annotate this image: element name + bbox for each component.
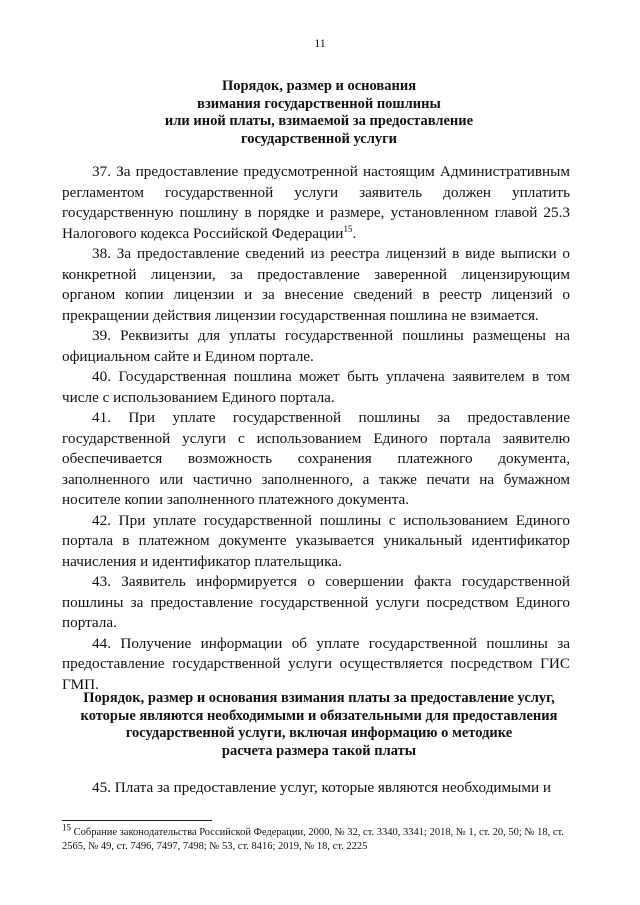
heading-line: расчета размера такой платы xyxy=(221,742,417,759)
paragraph-39: 39. Реквизиты для уплаты государственной пошлины размещены на официальном сайте и Едином портале. xyxy=(62,327,570,365)
section-heading-fee xyxy=(60,78,578,148)
section-body-fee xyxy=(62,162,570,695)
page-number: 11 xyxy=(314,36,326,50)
heading-line: государственной услуги, включая информацию о методике xyxy=(125,725,513,741)
footnote-divider xyxy=(62,820,212,821)
footnote xyxy=(62,822,572,854)
paragraph-38: 38. За предоставление сведений из реестра лицензий в виде выписки о конкретной лицензии, за предоставление заверенной лицензирующим органом копии лицензии и за внесение сведений в реестр лицензий о прекращении действия лицензии государственная пошлина не взимается. xyxy=(62,245,570,324)
heading-line: Порядок, размер и основания xyxy=(221,78,417,94)
paragraph-45: 45. Плата за предоставление услуг, которые являются необходимыми и xyxy=(92,779,552,796)
paragraph-43: 43. Заявитель информируется о совершении факта государственной пошлины за предоставление государственной услуги посредством Единого портала. xyxy=(62,573,570,631)
paragraph-40: 40. Государственная пошлина может быть уплачена заявителем в том числе с использованием Единого портала. xyxy=(62,368,570,406)
section-heading-services-fee xyxy=(60,690,578,760)
footnote-text: Собрание законодательства Российской Федерации, 2000, № 32, ст. 3340, 3341; 2018, № 1, ст. 20, 50; № 18, ст. 2565, № 49, ст. 7496, 7497, 7498; № 53, ст. 8416; 2019, № 18, ст. 2225 xyxy=(62,827,564,852)
paragraph-41: 41. При уплате государственной пошлины за предоставление государственной услуги с использованием Единого портала заявителю обеспечивается возможность сохранения платежного документа, заполненного или частично заполненного, а также печати на бумажном носителе копии заполненного платежного документа. xyxy=(62,409,570,508)
heading-line: взимания государственной пошлины xyxy=(197,95,441,112)
footnote-marker: 15 xyxy=(62,822,71,833)
paragraph-37 xyxy=(62,162,570,244)
heading-line: которые являются необходимыми и обязательными для предоставления xyxy=(80,707,558,724)
section-body-services-fee xyxy=(62,778,570,799)
heading-line: или иной платы, взимаемой за предоставление xyxy=(164,113,474,129)
paragraph-42: 42. При уплате государственной пошлины с использованием Единого портала в платежном документе указывается уникальный идентификатор начисления и идентификатор плательщика. xyxy=(62,511,570,570)
paragraph-tail: . xyxy=(352,224,357,242)
heading-line: Порядок, размер и основания взимания платы за предоставление услуг, xyxy=(83,690,555,706)
heading-line: государственной услуги xyxy=(240,130,398,147)
paragraph-44: 44. Получение информации об уплате государственной пошлины за предоставление государственной услуги осуществляется посредством ГИС ГМП. xyxy=(62,634,570,693)
footnote-reference[interactable]: 15 xyxy=(343,223,353,234)
paragraph-text: 37. За предоставление предусмотренной настоящим Административным регламентом государственной услуги заявитель должен уплатить государственную пошлину в порядке и размере, установленном главой 25.3 Налогового кодекса Российской Федерации xyxy=(62,163,570,242)
